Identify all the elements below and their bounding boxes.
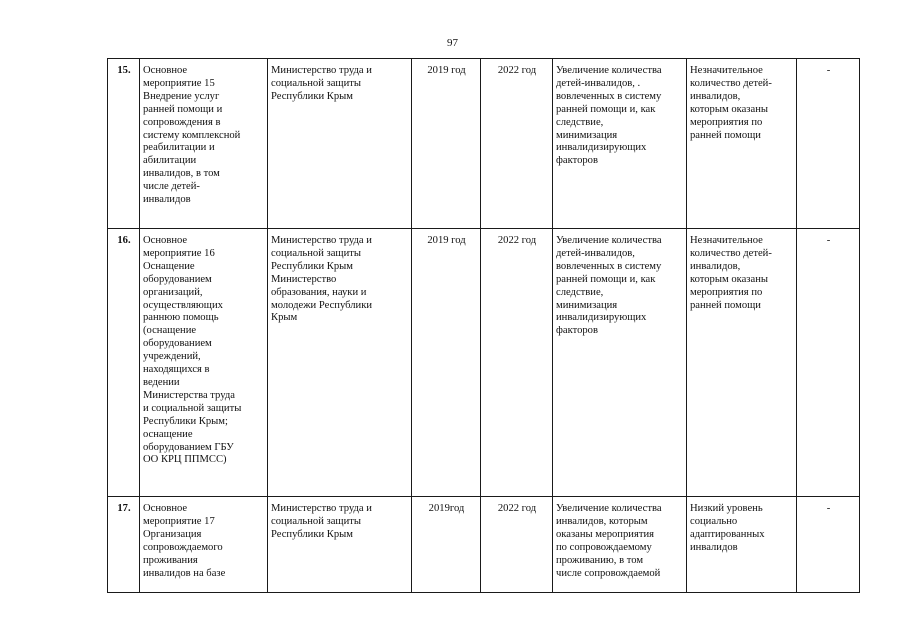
- event-cell: Основное мероприятие 15 Внедрение услуг ранней помощи и сопровождения в систему комплексной реабилитации и абилитации инвалидов, в том числе детей- инвалидов: [140, 59, 268, 229]
- end-year-cell: 2022 год: [481, 497, 553, 593]
- page-number: 97: [447, 37, 458, 49]
- start-year-cell: 2019год: [412, 497, 481, 593]
- table-row: [108, 497, 860, 593]
- consequence-cell: Низкий уровень социально адаптированных инвалидов: [687, 497, 797, 593]
- result-cell: Увеличение количества инвалидов, которым оказаны мероприятия по сопровождаемому проживанию, в том числе сопровождаемой: [553, 497, 687, 593]
- executor-cell: Министерство труда и социальной защиты Республики Крым: [268, 59, 412, 229]
- activities-table: [107, 58, 860, 593]
- link-cell: -: [797, 229, 860, 497]
- row-number: 15.: [108, 59, 140, 229]
- consequence-cell: Незначительное количество детей- инвалидов, которым оказаны мероприятия по ранней помощи: [687, 59, 797, 229]
- consequence-cell: Незначительное количество детей- инвалидов, которым оказаны мероприятия по ранней помощи: [687, 229, 797, 497]
- result-cell: Увеличение количества детей-инвалидов, вовлеченных в систему ранней помощи и, как следствие, минимизация инвалидизирующих факторов: [553, 229, 687, 497]
- row-number: 17.: [108, 497, 140, 593]
- table-row: [108, 59, 860, 229]
- end-year-cell: 2022 год: [481, 229, 553, 497]
- start-year-cell: 2019 год: [412, 59, 481, 229]
- row-number: 16.: [108, 229, 140, 497]
- link-cell: -: [797, 59, 860, 229]
- start-year-cell: 2019 год: [412, 229, 481, 497]
- event-cell: Основное мероприятие 17 Организация сопровождаемого проживания инвалидов на базе: [140, 497, 268, 593]
- event-cell: Основное мероприятие 16 Оснащение оборудованием организаций, осуществляющих раннюю помощь (оснащение оборудованием учреждений, находящихся в ведении Министерства труда и социальной защиты Республики Крым; оснащение оборудованием ГБУ ОО КРЦ ППМСС): [140, 229, 268, 497]
- executor-cell: Министерство труда и социальной защиты Республики Крым Министерство образования, науки и молодежи Республики Крым: [268, 229, 412, 497]
- result-cell: Увеличение количества детей-инвалидов, . вовлеченных в систему ранней помощи и, как следствие, минимизация инвалидизирующих факторов: [553, 59, 687, 229]
- table-row: [108, 229, 860, 497]
- executor-cell: Министерство труда и социальной защиты Республики Крым: [268, 497, 412, 593]
- link-cell: -: [797, 497, 860, 593]
- end-year-cell: 2022 год: [481, 59, 553, 229]
